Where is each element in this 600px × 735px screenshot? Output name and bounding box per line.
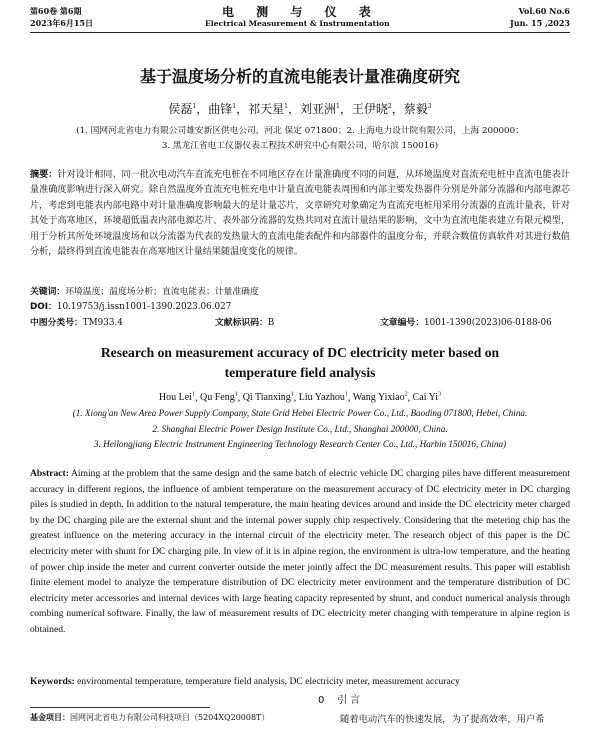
author-en: Cai Yi$^3$ xyxy=(412,392,442,404)
author-en: Qi Tianxing$^1$ xyxy=(242,392,294,404)
header-date-cn: 2023年6月15日 xyxy=(30,18,93,28)
abstract-cn-text: 针对设计相同、同一批次电动汽车直流充电桩在不同地区存在计量准确度不同的问题，从环境温度对直流充电桩中直流电能表计量准确度影响进行深入研究。除自然温度外直流充电桩充电中计量直流电能表周围和内部主要发热器件分别是外部分流器和内部电源芯片，考虑到电能表内部电路中对计量准确度影响最大的是计量芯片，文章研究对象确定为直流充电桩用采用分流器的直流计量表，针对其处于高寒地区，环境超低温表内部电源芯片、表外部分流器的发热共同对直流计量结果的影响，文中为直流电能表建立有限元模型，用于分析其所处环境温度场和以分流器为代表的发热量大的直流电能表配件和内部器件的温度分布，并联合数值仿真软件对其进行数值分析，最终得到直流电能表在高寒地区计量结果随温度变化的规律。 xyxy=(30,170,570,258)
abstract-cn-label: 摘要： xyxy=(30,170,58,180)
header-journal-en: Electrical Measurement & Instrumentation xyxy=(205,19,390,28)
fund-note: 基金项目：国网河北省电力有限公司科技项目（5204XQ20008T） xyxy=(30,713,270,722)
header-volume-cn: 第60卷 第6期 xyxy=(30,6,82,16)
affiliations-cn-line2: 3. 黑龙江省电工仪器仪表工程技术研究中心有限公司，哈尔滨 150016) xyxy=(161,141,439,151)
affiliations-en-line1: (1. Xiong'an New Area Power Supply Company, State Grid Hebei Electric Power Co., Ltd., Baoding 071800, Hebei, China. xyxy=(72,408,528,418)
author-en: Wang Yixiao$^2$ xyxy=(352,392,408,404)
author-cn: 王伊晓$^2$ xyxy=(351,102,392,116)
keywords-cn: 关键词：环境温度；温度场分析；直流电能表；计量准确度 xyxy=(30,287,259,297)
abstract-cn xyxy=(30,168,570,260)
author-cn: 侯磊$^1$ xyxy=(168,102,197,116)
author-cn: 祁天星$^1$ xyxy=(248,102,288,116)
affiliations-cn-line1: (1. 国网河北省电力有限公司雄安新区供电公司，河北 保定 071800；2. 上海电力设计院有限公司，上海 200000； xyxy=(76,126,524,136)
title-cn: 基于温度场分析的直流电能表计量准确度研究 xyxy=(139,67,460,86)
header-date-en: Jun. 15 ,2023 xyxy=(510,18,570,28)
author-cn: 曲锋$^1$ xyxy=(208,102,237,116)
abstract-en-label: Abstract: xyxy=(30,468,69,479)
author-en: Hou Lei$^1$ xyxy=(158,392,195,404)
title-en-line1: Research on measurement accuracy of DC electricity meter based on xyxy=(100,345,500,360)
author-en: Liu Yazhou$^1$ xyxy=(298,392,348,404)
keywords-en: Keywords: environmental temperature, temperature field analysis, DC electricity meter, measurement accuracy xyxy=(30,676,460,687)
footnote-rule xyxy=(30,707,210,708)
title-en-line2: temperature field analysis xyxy=(224,365,376,380)
author-cn: 刘亚洲$^1$ xyxy=(300,102,340,116)
section-heading: 0 引 言 xyxy=(318,695,361,706)
abstract-en xyxy=(30,466,570,638)
authors-en: Hou Lei$^1$, Qu Feng$^1$, Qi Tianxing$^1$, Liu Yazhou$^1$, Wang Yixiao$^2$, Cai Yi$^3$ xyxy=(158,392,442,404)
doi: DOI：10.19753/j.issn1001-1390.2023.06.027 xyxy=(30,302,232,312)
author-en: Qu Feng$^1$ xyxy=(199,392,238,404)
abstract-en-text: Aiming at the problem that the same design and the same batch of electric vehicle DC charging piles have different measurement accuracy in different regions, the influence of ambient temperature on the measurement accuracy of DC electricity meter in DC charging piles is studied in depth. In addition to the natural temperature, the main heating devices around and inside the DC electricity meter charged by the DC charging pile are the external shunt and the internal power supply chip respectively. Considering that the metering chip has the greatest influence on the metering accuracy in the internal circuit of the electricity meter. The research object of this paper is the DC electricity meter with shunt for DC charging pile. In view of it is in alpine region, the environment is ultra-low temperature, and the heating of power chip inside the meter and current converter outside the meter jointly affect the DC measurement results. This paper will establish finite element model to analyze the temperature distribution of DC electricity meter environment and the temperature distribution of DC electricity meter accessories and internal devices with large heating capacity represented by shunt, and conduct numerical analysis through combing numerical software. Finally, the law of measurement results of DC electricity meter changing with temperature in alpine region is obtained. xyxy=(30,468,571,635)
author-cn: 蔡毅$^3$ xyxy=(403,102,432,116)
affiliations-en-line3: 3. Heilongjiang Electric Instrument Engineering Technology Research Center Co., Ltd., Harbin 150016, China) xyxy=(93,439,507,449)
clc-number: 中图分类号：TM933.4 xyxy=(30,318,123,328)
affiliations-en-line2: 2. Shanghai Electric Power Design Institute Co., Ltd., Shanghai 200000, China. xyxy=(152,424,448,434)
header-journal-cn: 电 测 与 仪 表 xyxy=(222,5,380,19)
document-code: 文献标识码：B xyxy=(215,318,275,328)
article-number: 文章编号：1001-1390(2023)06-0188-06 xyxy=(380,318,552,328)
header-volume-en: Vol.60 No.6 xyxy=(518,6,570,16)
intro-first-line: 随着电动汽车的快速发展，为了提高效率，用户希 xyxy=(340,714,545,725)
authors-cn: 侯磊$^1$，曲锋$^1$，祁天星$^1$，刘亚洲$^1$，王伊晓$^2$，蔡毅$^3$ xyxy=(168,102,432,116)
header-rule xyxy=(30,32,570,33)
